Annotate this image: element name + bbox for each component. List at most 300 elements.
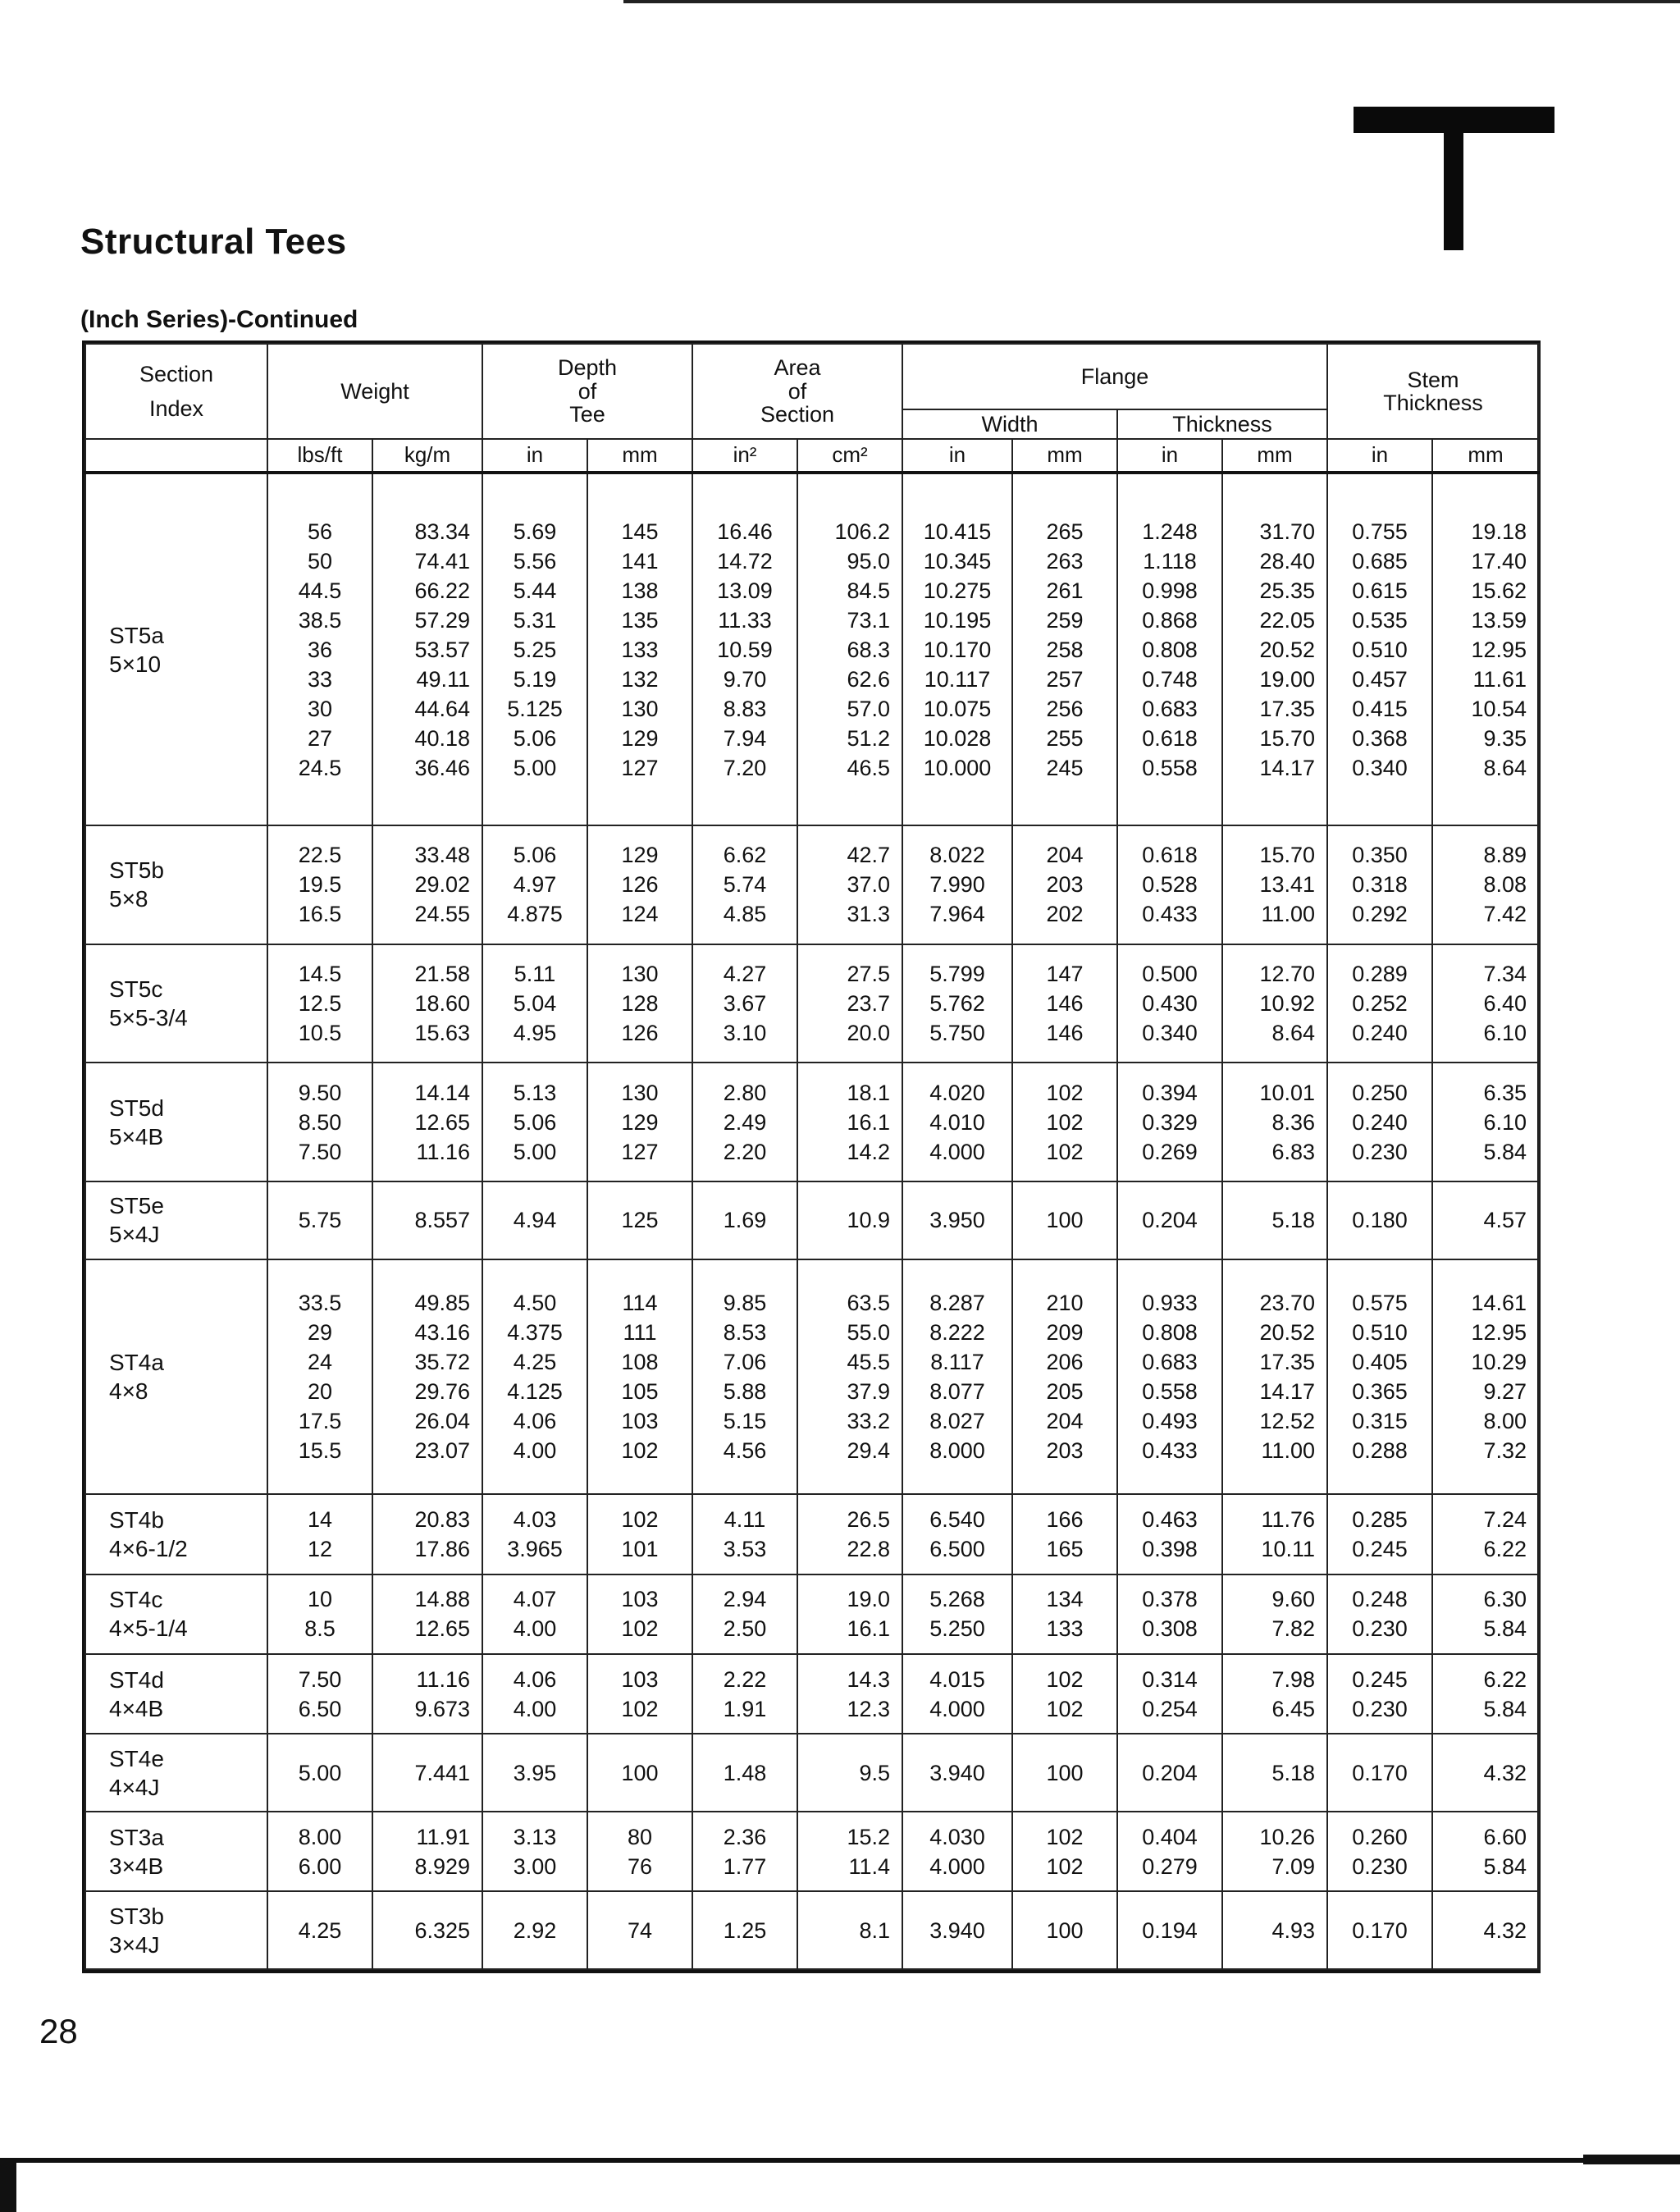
section-nominal-size: 4×4J [109, 1774, 160, 1800]
table-value: 4.00 [513, 1437, 557, 1463]
value-column-cell [902, 1494, 1012, 1574]
section-designation: ST4a [109, 1349, 164, 1375]
table-value: 165 [1046, 1536, 1084, 1561]
value-column-cell [1012, 825, 1117, 944]
value-column-cell [692, 1891, 797, 1969]
table-value: 7.94 [723, 725, 767, 751]
table-value: 0.808 [1142, 637, 1198, 662]
unit-header-cell: mm [1222, 439, 1327, 473]
table-value: 205 [1046, 1378, 1084, 1404]
table-value: 5.69 [513, 519, 557, 544]
value-column-cell [692, 944, 797, 1063]
table-value: 101 [621, 1536, 659, 1561]
value-column-cell [797, 944, 902, 1063]
table-value: 6.83 [1271, 1139, 1316, 1164]
table-value: 26.04 [414, 1408, 471, 1433]
table-value: 0.329 [1142, 1109, 1198, 1135]
value-column-cell [1327, 1063, 1432, 1181]
table-value: 14.14 [414, 1080, 471, 1105]
table-value: 57.29 [414, 607, 471, 633]
value-column-cell [902, 1574, 1012, 1654]
table-value: 15.5 [298, 1437, 342, 1463]
table-value: 147 [1046, 962, 1084, 986]
value-column-cell [797, 1891, 902, 1969]
table-value: 0.250 [1352, 1080, 1408, 1105]
tee-stem-shape [1444, 130, 1463, 250]
table-value: 0.430 [1142, 991, 1198, 1016]
table-value: 0.493 [1142, 1408, 1198, 1433]
table-value: 4.00 [513, 1696, 557, 1721]
table-value: 7.50 [298, 1139, 342, 1164]
value-column-cell [1012, 1259, 1117, 1495]
table-value: 4.50 [513, 1290, 557, 1315]
table-value: 4.56 [723, 1437, 767, 1463]
table-value: 14.17 [1259, 755, 1316, 780]
table-value: 102 [1046, 1696, 1084, 1721]
table-value: 102 [1046, 1666, 1084, 1692]
value-column-cell [372, 825, 482, 944]
value-column-cell [267, 1891, 372, 1969]
table-value: 3.950 [929, 1208, 985, 1233]
unit-header-cell: in [482, 439, 587, 473]
table-value: 126 [621, 872, 659, 898]
table-value: 10.117 [924, 666, 991, 692]
table-value: 15.70 [1259, 725, 1316, 751]
table-value: 4.25 [298, 1917, 342, 1943]
section-nominal-size: 3×4J [109, 1931, 160, 1958]
table-value: 62.6 [847, 666, 891, 692]
table-value: 0.755 [1352, 519, 1408, 544]
table-value: 0.378 [1142, 1587, 1198, 1612]
table-value: 102 [1046, 1139, 1084, 1164]
table-value: 10.92 [1259, 991, 1316, 1016]
table-value: 203 [1046, 1437, 1084, 1463]
unit-header-cell: in [902, 439, 1012, 473]
section-designation: ST5b [109, 857, 164, 884]
table-value: 9.5 [859, 1760, 891, 1785]
table-value: 129 [621, 725, 659, 751]
table-value: 49.85 [414, 1290, 471, 1315]
unit-header-cell: kg/m [372, 439, 482, 473]
table-value: 11.4 [848, 1853, 891, 1879]
value-column-cell [1012, 944, 1117, 1063]
table-value: 7.441 [414, 1760, 471, 1785]
value-column-cell [1327, 944, 1432, 1063]
table-value: 4.875 [507, 902, 563, 927]
table-value: 103 [621, 1408, 659, 1433]
value-column-cell [902, 944, 1012, 1063]
table-value: 7.34 [1483, 962, 1527, 986]
section-index-cell [85, 1734, 267, 1812]
table-value: 10 [307, 1587, 333, 1612]
table-value: 20.83 [414, 1506, 471, 1532]
value-column-cell [1117, 1891, 1222, 1969]
value-column-cell [1327, 1891, 1432, 1969]
depth-label-2: of [578, 378, 597, 404]
table-value: 5.15 [723, 1408, 767, 1433]
table-value: 10.5 [298, 1021, 342, 1045]
table-value: 0.868 [1142, 607, 1198, 633]
table-value: 5.18 [1271, 1760, 1316, 1785]
table-value: 74.41 [414, 548, 471, 574]
value-column-cell [797, 1574, 902, 1654]
table-value: 138 [621, 578, 659, 603]
section-nominal-size: 5×10 [109, 651, 162, 677]
table-value: 53.57 [414, 637, 471, 662]
table-value: 6.500 [929, 1536, 985, 1561]
value-column-cell [692, 1734, 797, 1812]
page-number: 28 [39, 2012, 78, 2050]
table-value: 0.457 [1352, 666, 1408, 692]
section-group-row [85, 1063, 1539, 1181]
table-value: 125 [621, 1208, 659, 1233]
value-column-cell [1222, 1891, 1327, 1969]
table-value: 6.35 [1483, 1080, 1527, 1105]
table-value: 11.00 [1261, 902, 1316, 927]
table-value: 13.09 [717, 578, 773, 603]
table-value: 0.683 [1142, 696, 1198, 721]
table-value: 15.2 [847, 1824, 891, 1849]
table-value: 8.50 [298, 1109, 342, 1135]
table-value: 6.62 [723, 843, 767, 868]
table-value: 203 [1046, 872, 1084, 898]
table-value: 4.25 [513, 1349, 557, 1374]
table-value: 27.5 [847, 962, 891, 986]
table-value: 19.00 [1259, 666, 1316, 692]
table-value: 100 [1046, 1917, 1084, 1943]
section-designation: ST4b [109, 1506, 164, 1533]
table-value: 6.22 [1483, 1666, 1527, 1692]
value-column-cell [797, 1812, 902, 1891]
value-column-cell [1012, 1734, 1117, 1812]
table-value: 44.64 [414, 696, 471, 721]
table-value: 100 [1046, 1760, 1084, 1785]
table-value: 4.27 [723, 962, 767, 986]
table-value: 5.84 [1483, 1616, 1527, 1642]
value-column-cell [692, 473, 797, 825]
value-column-cell [902, 1063, 1012, 1181]
table-value: 4.94 [513, 1208, 557, 1233]
table-value: 0.285 [1352, 1506, 1408, 1532]
structural-tee-icon [1354, 107, 1554, 250]
value-column-cell [1012, 473, 1117, 825]
section-group-row [85, 1181, 1539, 1259]
value-column-cell [1327, 1654, 1432, 1734]
table-value: 135 [621, 607, 659, 633]
table-value: 5.00 [298, 1760, 342, 1785]
table-value: 102 [1046, 1080, 1084, 1105]
table-value: 17.35 [1259, 1349, 1316, 1374]
table-body [85, 473, 1539, 1969]
table-value: 8.287 [929, 1290, 985, 1315]
table-value: 8.00 [298, 1824, 342, 1849]
table-value: 7.20 [723, 755, 767, 780]
table-value: 35.72 [414, 1349, 471, 1374]
value-column-cell [482, 944, 587, 1063]
table-value: 5.88 [723, 1378, 767, 1404]
table-value: 24.5 [298, 755, 342, 780]
table-value: 15.63 [414, 1021, 471, 1045]
table-value: 141 [621, 548, 659, 574]
table-value: 4.57 [1483, 1208, 1527, 1233]
table-value: 0.615 [1352, 578, 1408, 603]
table-value: 100 [1046, 1208, 1084, 1233]
table-value: 0.170 [1352, 1917, 1408, 1943]
value-column-cell [1117, 1181, 1222, 1259]
table-value: 209 [1046, 1319, 1084, 1345]
value-column-cell [267, 1259, 372, 1495]
table-value: 111 [623, 1319, 657, 1345]
table-value: 4.375 [507, 1319, 563, 1345]
section-nominal-size: 5×4J [109, 1222, 160, 1248]
value-column-cell [1012, 1063, 1117, 1181]
table-value: 5.25 [513, 637, 557, 662]
page-title: Structural Tees [80, 222, 347, 262]
unit-header-cell: lbs/ft [267, 439, 372, 473]
table-value: 256 [1046, 696, 1084, 721]
table-value: 29.4 [847, 1437, 891, 1463]
table-value: 2.36 [723, 1824, 767, 1849]
table-value: 206 [1046, 1349, 1084, 1374]
table-value: 0.933 [1142, 1290, 1198, 1315]
table-value: 0.618 [1142, 843, 1198, 868]
table-value: 6.22 [1483, 1536, 1527, 1561]
value-column-cell [587, 825, 692, 944]
table-value: 102 [621, 1696, 659, 1721]
value-column-cell [482, 1891, 587, 1969]
table-value: 20.52 [1259, 637, 1316, 662]
table-value: 23.7 [847, 991, 891, 1016]
value-column-cell [797, 825, 902, 944]
table-value: 12.70 [1259, 962, 1316, 986]
unit-header-cell: mm [1432, 439, 1539, 473]
table-value: 9.35 [1483, 725, 1527, 751]
area-label-1: Area [774, 355, 821, 381]
table-value: 129 [621, 843, 659, 868]
table-value: 80 [627, 1824, 653, 1849]
value-column-cell [1222, 1574, 1327, 1654]
value-column-cell [902, 1734, 1012, 1812]
table-value: 14.72 [717, 548, 773, 574]
value-column-cell [1432, 1181, 1539, 1259]
value-column-cell [1222, 473, 1327, 825]
table-value: 38.5 [298, 607, 342, 633]
table-value: 4.010 [929, 1109, 985, 1135]
value-column-cell [1327, 1734, 1432, 1812]
value-column-cell [797, 1654, 902, 1734]
table-value: 5.84 [1483, 1696, 1527, 1721]
value-column-cell [1327, 1494, 1432, 1574]
value-column-cell [482, 1181, 587, 1259]
area-label-2: of [788, 378, 807, 404]
table-value: 8.557 [414, 1208, 471, 1233]
table-value: 0.500 [1142, 962, 1198, 986]
table-value: 8.000 [929, 1437, 985, 1463]
table-value: 11.91 [416, 1824, 471, 1849]
table-value: 0.315 [1352, 1408, 1408, 1433]
table-value: 19.5 [298, 872, 342, 898]
table-value: 8.222 [929, 1319, 985, 1345]
table-value: 146 [1046, 991, 1084, 1016]
table-value: 210 [1046, 1290, 1084, 1315]
table-value: 0.288 [1352, 1437, 1408, 1463]
table-value: 17.40 [1471, 548, 1527, 574]
value-column-cell [902, 825, 1012, 944]
table-value: 13.41 [1259, 872, 1316, 898]
table-value: 0.350 [1352, 843, 1408, 868]
table-value: 4.06 [513, 1408, 557, 1433]
value-column-cell [1012, 1494, 1117, 1574]
value-column-cell [482, 1494, 587, 1574]
section-designation: ST5e [109, 1193, 164, 1219]
table-value: 2.80 [723, 1080, 767, 1105]
table-value: 0.204 [1142, 1760, 1198, 1785]
depth-label-3: Tee [569, 402, 605, 427]
table-value: 8.89 [1483, 843, 1527, 868]
table-value: 29 [307, 1319, 333, 1345]
table-value: 3.00 [513, 1853, 557, 1879]
table-value: 5.84 [1483, 1853, 1527, 1879]
section-nominal-size: 4×5-1/4 [109, 1616, 188, 1642]
value-column-cell [1117, 1812, 1222, 1891]
section-designation: ST5c [109, 976, 163, 1002]
value-column-cell [902, 1891, 1012, 1969]
value-column-cell [1327, 473, 1432, 825]
table-value: 0.748 [1142, 666, 1198, 692]
table-value: 25.35 [1259, 578, 1316, 603]
section-index-cell [85, 1891, 267, 1969]
table-value: 12.5 [298, 991, 342, 1016]
section-designation: ST4c [109, 1587, 163, 1613]
table-value: 7.98 [1271, 1666, 1316, 1692]
value-column-cell [587, 1063, 692, 1181]
table-value: 12.3 [847, 1696, 891, 1721]
value-column-cell [482, 473, 587, 825]
table-value: 56 [307, 519, 333, 544]
units-blank-cell [85, 439, 267, 473]
table-value: 126 [621, 1021, 659, 1045]
value-column-cell [692, 1574, 797, 1654]
table-value: 132 [621, 666, 659, 692]
value-column-cell [1432, 1891, 1539, 1969]
table-value: 73.1 [847, 607, 891, 633]
value-column-cell [902, 473, 1012, 825]
table-value: 8.53 [723, 1319, 767, 1345]
table-value: 102 [621, 1506, 659, 1532]
value-column-cell [797, 1181, 902, 1259]
table-value: 29.02 [414, 872, 471, 898]
table-value: 5.11 [514, 962, 556, 986]
section-group-row [85, 1812, 1539, 1891]
table-value: 18.1 [847, 1080, 891, 1105]
table-value: 258 [1046, 637, 1084, 662]
value-column-cell [587, 1259, 692, 1495]
table-value: 15.70 [1259, 843, 1316, 868]
table-value: 4.000 [929, 1696, 985, 1721]
table-value: 4.32 [1483, 1760, 1527, 1785]
table-value: 145 [621, 519, 659, 544]
value-column-cell [267, 1494, 372, 1574]
table-value: 5.13 [513, 1080, 557, 1105]
table-value: 245 [1046, 755, 1084, 780]
table-value: 1.25 [723, 1917, 767, 1943]
value-column-cell [372, 1494, 482, 1574]
table-value: 0.292 [1352, 902, 1408, 927]
table-value: 259 [1046, 607, 1084, 633]
table-value: 0.575 [1352, 1290, 1408, 1315]
table-value: 7.990 [929, 872, 985, 898]
table-value: 24 [307, 1349, 333, 1374]
table-value: 6.50 [298, 1696, 342, 1721]
table-value: 0.245 [1352, 1666, 1408, 1692]
table-value: 9.673 [414, 1696, 471, 1721]
table-value: 30 [307, 696, 333, 721]
depth-label-1: Depth [557, 355, 618, 381]
table-value: 33.2 [847, 1408, 891, 1433]
weight-header: Weight [267, 344, 482, 439]
table-value: 16.1 [847, 1109, 891, 1135]
table-value: 43.16 [414, 1319, 471, 1345]
section-nominal-size: 5×8 [109, 886, 148, 912]
area-label-3: Section [760, 402, 835, 427]
table-value: 4.93 [1271, 1917, 1316, 1943]
table-value: 8.08 [1483, 872, 1527, 898]
table-value: 0.463 [1142, 1506, 1198, 1532]
table-value: 0.433 [1142, 1437, 1198, 1463]
value-column-cell [1117, 1063, 1222, 1181]
table-value: 68.3 [847, 637, 891, 662]
bottom-edge-rule [0, 2158, 1680, 2163]
table-value: 5.84 [1483, 1139, 1527, 1164]
table-value: 33.48 [414, 843, 471, 868]
table-value: 12.52 [1259, 1408, 1316, 1433]
section-index-cell [85, 825, 267, 944]
table-value: 0.204 [1142, 1208, 1198, 1233]
table-value: 13.59 [1471, 607, 1527, 633]
table-value: 103 [621, 1587, 659, 1612]
value-column-cell [482, 1654, 587, 1734]
table-value: 10.275 [923, 578, 992, 603]
value-column-cell [587, 1494, 692, 1574]
unit-header-cell: mm [1012, 439, 1117, 473]
value-column-cell [1117, 473, 1222, 825]
value-column-cell [1012, 1181, 1117, 1259]
value-column-cell [1432, 825, 1539, 944]
table-value: 8.83 [723, 696, 767, 721]
section-group-row [85, 1734, 1539, 1812]
table-value: 24.55 [414, 902, 471, 927]
table-value: 130 [621, 1080, 659, 1105]
section-index-cell [85, 1259, 267, 1495]
table-value: 0.289 [1352, 962, 1408, 986]
table-value: 8.5 [304, 1616, 336, 1642]
table-value: 10.075 [923, 696, 992, 721]
value-column-cell [797, 1063, 902, 1181]
table-value: 133 [1046, 1616, 1084, 1642]
value-column-cell [1012, 1574, 1117, 1654]
table-value: 37.9 [847, 1378, 891, 1404]
section-group-row [85, 1259, 1539, 1495]
value-column-cell [372, 1891, 482, 1969]
value-column-cell [587, 944, 692, 1063]
value-column-cell [1432, 1654, 1539, 1734]
value-column-cell [902, 1259, 1012, 1495]
table-value: 1.118 [1143, 548, 1197, 574]
table-value: 14.17 [1259, 1378, 1316, 1404]
table-value: 16.5 [298, 902, 342, 927]
section-nominal-size: 5×5-3/4 [109, 1005, 188, 1031]
value-column-cell [482, 1259, 587, 1495]
